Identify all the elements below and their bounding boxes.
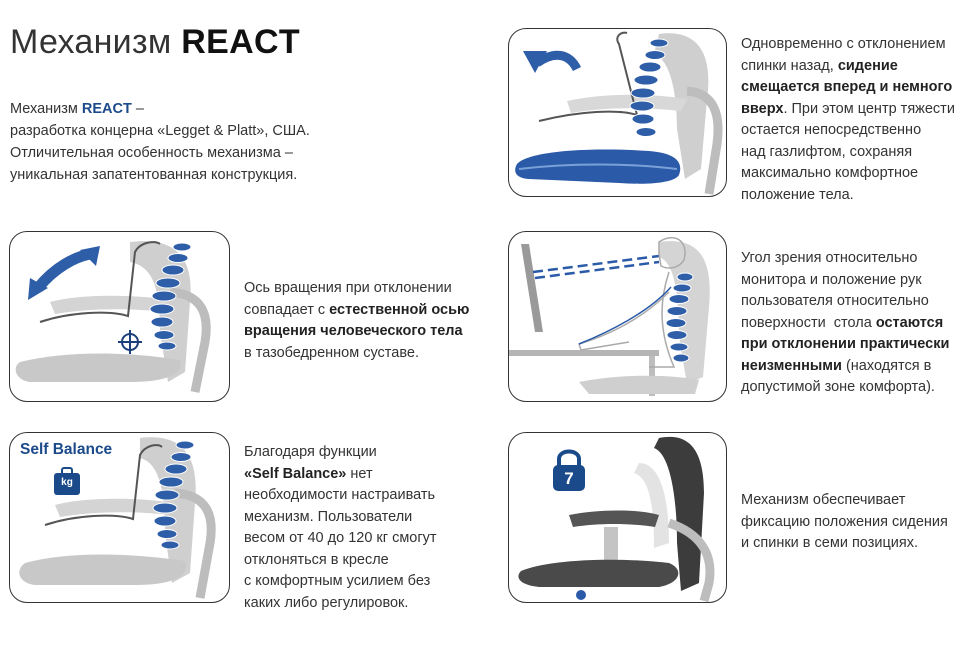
desk-surface (509, 350, 659, 356)
intro-text (10, 98, 370, 186)
sb-line-4: механизм. Пользователи (244, 508, 413, 525)
seat-line-4 (741, 99, 966, 121)
rotation-line-3 (244, 321, 484, 343)
intro-line-4: уникальная запатентованная конструкция. (10, 167, 298, 183)
sb-line-3: необходимости настраивать (244, 487, 436, 503)
rotation-description (244, 278, 484, 364)
sb-line-2b: нет (350, 465, 373, 482)
intro-prefix: Механизм (10, 101, 78, 117)
intro-brand: REACT (81, 101, 132, 117)
title-prefix: Механизм (10, 23, 172, 61)
sight-lines (533, 256, 659, 278)
lock-description (741, 490, 966, 555)
monitor-line-1: Угол зрения относительно (741, 250, 918, 266)
lock-line-2: фиксацию положения сидения (741, 513, 948, 530)
rotation-chair-graphic (10, 232, 230, 402)
monitor-line-6 (741, 356, 966, 378)
lock-lever-icon (576, 590, 586, 600)
lock-number: 7 (564, 469, 574, 488)
seat-line-6: над газлифтом, сохраняя (741, 143, 913, 160)
sb-line-8: каких либо регулировок. (244, 594, 409, 611)
intro-line-2: разработка концерна «Legget & Platt», США. (10, 123, 310, 139)
monitor-line-2: монитора и положение рук (741, 271, 922, 288)
rotation-arrow-icon (28, 246, 100, 300)
seat-line-3-bold: смещается вперед и немного (741, 79, 953, 95)
seat-line-8: положение тела. (741, 186, 854, 203)
viewing-angle-description (741, 248, 966, 399)
self-balance-description (244, 442, 484, 614)
rotation-line-2 (244, 300, 484, 322)
intro-dash: – (135, 101, 144, 117)
intro-line-3: Отличительная особенность механизма – (10, 145, 293, 161)
rotation-line-2b: естественной осью (329, 301, 470, 318)
page-title (10, 22, 300, 62)
lock-chair-graphic (509, 433, 727, 603)
arm-outline (579, 287, 671, 344)
seat-line-2 (741, 56, 966, 78)
rotation-axis-illustration (9, 231, 230, 402)
seat-shift-illustration (508, 28, 727, 197)
monitor-line-4 (741, 313, 966, 335)
monitor-line-6a: неизменными (741, 357, 842, 374)
seat-line-1: Одновременно с отклонением (741, 36, 946, 52)
tilt-back-arrow-icon (523, 51, 577, 73)
monitor-line-7: допустимой зоне комфорта). (741, 379, 935, 395)
seat-line-2b: сидение (837, 57, 898, 74)
seat-line-5: остается непосредственно (741, 122, 922, 138)
back-side-panel (634, 463, 669, 548)
sb-line-2a: «Self Balance» (244, 465, 347, 482)
lock-line-3: и спинки в семи позициях. (741, 535, 918, 551)
seat-line-7: максимально комфортное (741, 165, 919, 181)
monitor-line-4a: поверхности стола (741, 314, 872, 331)
monitor-line-5-bold: при отклонении практически (741, 336, 950, 352)
sb-line-6: отклоняться в кресле (244, 551, 389, 568)
viewing-angle-graphic (509, 232, 727, 402)
seat-line-4a: вверх (741, 100, 784, 117)
sb-line-1: Благодаря функции (244, 444, 377, 460)
chair-armrest (569, 511, 659, 528)
title-brand: REACT (181, 23, 300, 61)
self-balance-label: Self Balance (20, 441, 113, 458)
rotation-line-4: в тазобедренном суставе. (244, 344, 419, 361)
seat-shift-description (741, 34, 966, 206)
rotation-line-2a: совпадает с (244, 301, 326, 318)
chair-seat (16, 354, 181, 383)
monitor-line-6b: (находятся в (845, 357, 932, 374)
chair-armrest (567, 95, 687, 113)
seat-shift-chair-graphic (509, 29, 727, 197)
spine-icon (630, 39, 668, 137)
sb-line-7: с комфортным усилием без (244, 573, 431, 589)
intro-line-1 (10, 98, 370, 120)
seat-line-4b: . При этом центр тяжести (783, 100, 955, 117)
rotation-line-3-bold: вращения человеческого тела (244, 323, 463, 339)
self-balance-illustration (9, 432, 230, 603)
sb-line-5: весом от 40 до 120 кг смогут (244, 530, 437, 546)
lock-positions-illustration (508, 432, 727, 603)
crosshair-icon (118, 330, 142, 354)
rotation-line-1: Ось вращения при отклонении (244, 280, 452, 296)
lock-line-1: Механизм обеспечивает (741, 492, 906, 508)
chair-seat (579, 376, 699, 394)
sb-line-2 (244, 464, 484, 486)
monitor-line-3: пользователя относительно (741, 293, 929, 309)
weight-kg-label: kg (61, 477, 73, 488)
monitor-line-4b: остаются (875, 314, 944, 331)
seat-line-3 (741, 77, 966, 99)
seat-line-2a: спинки назад, (741, 57, 834, 74)
chair-seat (518, 560, 678, 587)
chair-seat (19, 555, 186, 586)
viewing-angle-illustration (508, 231, 727, 402)
monitor-icon (521, 244, 543, 332)
monitor-line-5 (741, 334, 966, 356)
